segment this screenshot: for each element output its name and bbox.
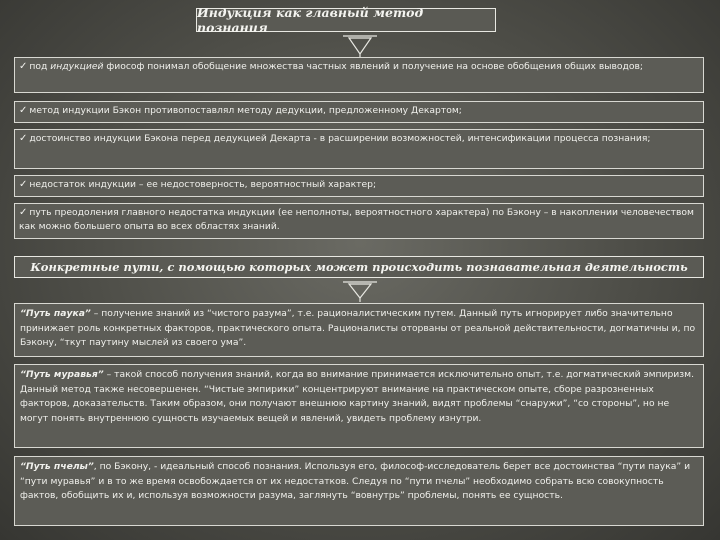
path-description: – получение знаний из “чистого разума”, т.е. рационалистическим путем. Данный путь игнорирует либо значительно принижает роль конкретных факторов, практического опыта. Рационалисты оторваны от реальной действительности, догматичны и, по Бэкону, “ткут паутину мыслей из своего ума”. [20,308,696,348]
item-emphasis: индукцией [50,61,104,72]
list-item [14,57,704,93]
down-arrow-icon [335,34,385,58]
path-description: – такой способ получения знаний, когда во внимание принимается исключительно опыт, т.е. догматический эмпиризм. Данный метод также несовершенен. “Чистые эмпирики” концентрируют внимание на практическом опыте, сборе разрозненных факторов, доказательств. Таким образом, они получают внешнюю картину знаний, видят проблемы “снаружи”, “со стороны”, но не могут понять внутреннюю сущность изучаемых вещей и явлений, увидеть проблему изнутри. [20,369,695,424]
section-heading [14,256,704,278]
list-item [14,175,704,197]
path-name: “Путь пчелы” [20,461,94,472]
down-arrow-icon [335,280,385,302]
list-item [14,203,704,239]
item-text: под [29,61,51,72]
path-name: “Путь муравья” [20,369,104,380]
main-title [196,5,496,35]
item-text: путь преодоления главного недостатка индукции (ее неполноты, вероятностного характера) по Бэкону – в накоплении человечеством как можно большего опыта во всех областях знаний. [19,207,694,232]
section-heading-text: Конкретные пути, с помощью которых может происходить познавательная деятельность [30,260,688,274]
path-bee-card [14,456,704,526]
checkmark-icon: ✓ [19,179,28,190]
item-text: достоинство индукции Бэкона перед дедукцией Декарта - в расширении возможностей, интенсификации процесса познания; [29,133,651,144]
checkmark-icon: ✓ [19,105,28,116]
checkmark-icon: ✓ [19,133,28,144]
checkmark-icon: ✓ [19,61,28,72]
item-text: недостаток индукции – ее недостоверность, вероятностный характер; [29,179,377,190]
item-text: метод индукции Бэкон противопоставлял методу дедукции, предложенному Декартом; [29,105,462,116]
checkmark-icon: ✓ [19,207,28,218]
path-name: “Путь паука” [20,308,91,319]
item-text: фиософ понимал обобщение множества частных явлений и получение на основе обобщения общих выводов; [103,61,644,72]
path-spider-card [14,303,704,357]
path-ant-card [14,364,704,448]
list-item [14,101,704,123]
main-title-text: Индукция как главный метод познания [197,5,424,35]
path-description: , по Бэкону, - идеальный способ познания. Используя его, философ-исследователь берет все достоинства “пути паука” и “пути муравья” и в то же время освобождается от их недостатков. Следуя по “пути пчелы” необходимо собрать всю совокупность фактов, обобщить их и, используя возможности разума, заглянуть “вовнутрь” проблемы, понять ее сущность. [20,461,691,501]
list-item [14,129,704,169]
